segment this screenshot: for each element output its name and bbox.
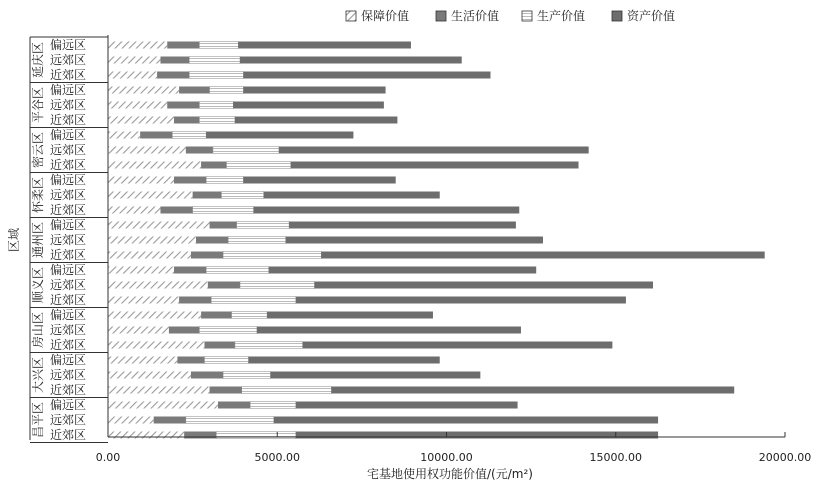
bar-8-1-s2 (186, 417, 274, 424)
bar-5-1-s2 (240, 282, 314, 289)
bar-3-0-s2 (206, 177, 243, 184)
bar-4-2-s3 (321, 252, 764, 259)
bar-5-2-s2 (211, 297, 296, 304)
bar-1-1-s1 (167, 102, 199, 109)
bar-4-0-s1 (210, 222, 237, 229)
legend-label-0: 保障价值 (361, 9, 410, 23)
bar-0-1-s1 (160, 57, 189, 64)
bar-8-1-s3 (274, 417, 658, 424)
bar-6-2-s1 (204, 342, 234, 349)
group-label-5: 顺义区 (31, 266, 45, 304)
bar-4-2-s2 (223, 252, 321, 259)
bar-0-0-s0 (108, 42, 167, 49)
bar-8-1-s1 (154, 417, 186, 424)
category-label-8-1: 远郊区 (49, 413, 87, 427)
category-label-2-1: 远郊区 (49, 143, 87, 157)
bar-2-0-s1 (140, 132, 172, 139)
bar-1-2-s2 (199, 117, 235, 124)
x-tick-label-1: 5000.00 (254, 451, 300, 464)
category-label-0-0: 偏远区 (49, 38, 87, 52)
bar-1-2-s0 (108, 117, 174, 124)
group-label-1: 平谷区 (31, 86, 45, 124)
bar-5-1-s3 (314, 282, 653, 289)
bar-2-0-s0 (108, 132, 140, 139)
bar-3-0-s1 (174, 177, 206, 184)
legend-swatch-3 (612, 11, 622, 21)
bar-5-2-s3 (296, 297, 626, 304)
category-label-7-0: 偏远区 (49, 353, 87, 367)
bar-7-2-s1 (210, 387, 242, 394)
group-label-7: 大兴区 (31, 356, 45, 394)
legend (346, 8, 675, 23)
bar-0-1-s3 (240, 57, 462, 64)
bar-0-2-s2 (189, 72, 243, 79)
bar-8-0-s1 (218, 402, 250, 409)
bar-7-0-s1 (177, 357, 204, 364)
bar-6-0-s2 (232, 312, 268, 319)
category-label-5-2: 近郊区 (49, 293, 87, 307)
x-tick-label-2: 10000.00 (420, 451, 473, 464)
bar-3-2-s3 (254, 207, 520, 214)
bar-7-1-s2 (223, 372, 270, 379)
category-label-2-0: 偏远区 (49, 128, 87, 142)
category-label-1-2: 近郊区 (49, 113, 87, 127)
category-label-4-2: 近郊区 (49, 248, 87, 262)
bar-4-1-s2 (228, 237, 286, 244)
bar-0-0-s2 (199, 42, 238, 49)
bar-2-2-s1 (201, 162, 226, 169)
bar-7-2-s0 (108, 387, 210, 394)
group-label-6: 房山区 (31, 311, 45, 349)
bar-3-1-s3 (264, 192, 440, 199)
bar-2-2-s0 (108, 162, 201, 169)
bar-7-0-s3 (248, 357, 439, 364)
bar-1-2-s3 (235, 117, 397, 124)
bar-0-1-s0 (108, 57, 160, 64)
group-label-0: 延庆区 (31, 41, 45, 79)
category-label-5-0: 偏远区 (49, 263, 87, 277)
bar-1-1-s0 (108, 102, 167, 109)
bar-1-0-s2 (210, 87, 244, 94)
bar-5-0-s1 (174, 267, 206, 274)
bar-7-0-s2 (204, 357, 248, 364)
bar-3-2-s0 (108, 207, 160, 214)
category-label-4-1: 远郊区 (49, 233, 87, 247)
category-label-1-1: 远郊区 (49, 98, 87, 112)
bar-3-2-s1 (160, 207, 192, 214)
bar-2-1-s0 (108, 147, 186, 154)
category-label-3-1: 远郊区 (49, 188, 87, 202)
bar-4-2-s0 (108, 252, 191, 259)
group-label-8: 昌平区 (31, 401, 45, 439)
bar-5-0-s0 (108, 267, 174, 274)
legend-swatch-1 (436, 11, 446, 21)
bar-5-0-s3 (269, 267, 536, 274)
bar-5-2-s0 (108, 297, 179, 304)
bar-3-0-s0 (108, 177, 174, 184)
category-label-6-1: 远郊区 (49, 323, 87, 337)
group-label-4: 通州区 (31, 221, 45, 259)
bar-6-1-s1 (169, 327, 199, 334)
bar-2-0-s3 (206, 132, 353, 139)
legend-swatch-0 (346, 11, 356, 21)
bar-6-1-s0 (108, 327, 169, 334)
bar-0-1-s2 (189, 57, 240, 64)
bar-3-1-s2 (221, 192, 263, 199)
bar-8-0-s2 (250, 402, 296, 409)
legend-label-3: 资产价值 (627, 9, 676, 23)
bar-3-1-s1 (193, 192, 222, 199)
bar-1-1-s3 (233, 102, 384, 109)
bar-8-0-s0 (108, 402, 218, 409)
category-label-1-0: 偏远区 (49, 83, 87, 97)
category-label-4-0: 偏远区 (49, 218, 87, 232)
category-label-8-2: 近郊区 (49, 428, 87, 442)
bar-4-2-s1 (191, 252, 223, 259)
bar-7-2-s2 (242, 387, 332, 394)
category-label-0-1: 远郊区 (49, 53, 87, 67)
bar-6-2-s2 (235, 342, 303, 349)
bar-2-2-s3 (291, 162, 579, 169)
bar-0-2-s3 (243, 72, 490, 79)
x-axis-label: 宅基地使用权功能价值/(元/m²) (367, 467, 533, 481)
y-axis-label: 区域 (7, 227, 21, 253)
category-label-5-1: 远郊区 (49, 278, 87, 292)
bar-6-2-s0 (108, 342, 204, 349)
bar-8-1-s0 (108, 417, 154, 424)
bar-8-0-s3 (296, 402, 518, 409)
x-tick-label-0: 0.00 (95, 451, 121, 464)
bar-2-2-s2 (226, 162, 290, 169)
bar-1-0-s0 (108, 87, 179, 94)
x-tick-label-3: 15000.00 (589, 451, 642, 464)
bar-0-0-s1 (167, 42, 199, 49)
category-label-7-1: 远郊区 (49, 368, 87, 382)
category-label-6-2: 近郊区 (49, 338, 87, 352)
legend-label-2: 生产价值 (537, 9, 586, 23)
bar-6-0-s1 (201, 312, 231, 319)
bars-layer (108, 42, 765, 439)
bar-5-0-s2 (206, 267, 269, 274)
group-label-2: 密云区 (31, 131, 45, 169)
bar-0-2-s1 (157, 72, 189, 79)
category-label-2-2: 近郊区 (49, 158, 87, 172)
bar-4-1-s1 (196, 237, 228, 244)
bar-1-2-s1 (174, 117, 199, 124)
bar-3-2-s2 (193, 207, 254, 214)
bar-4-1-s0 (108, 237, 196, 244)
bar-1-0-s3 (243, 87, 385, 94)
category-label-3-2: 近郊区 (49, 203, 87, 217)
bar-1-1-s2 (199, 102, 233, 109)
bar-7-1-s0 (108, 372, 191, 379)
bar-5-2-s1 (179, 297, 211, 304)
bar-2-1-s3 (279, 147, 589, 154)
category-label-3-0: 偏远区 (49, 173, 87, 187)
bar-6-2-s3 (303, 342, 613, 349)
bar-7-1-s3 (270, 372, 480, 379)
category-label-0-2: 近郊区 (49, 68, 87, 82)
bar-2-1-s1 (186, 147, 213, 154)
bar-6-0-s0 (108, 312, 201, 319)
y-labels (30, 37, 108, 443)
bar-0-2-s0 (108, 72, 157, 79)
legend-swatch-2 (522, 11, 532, 21)
bar-4-0-s0 (108, 222, 210, 229)
bar-6-0-s3 (267, 312, 433, 319)
x-tick-label-4: 20000.00 (758, 451, 812, 464)
bar-2-1-s2 (213, 147, 279, 154)
legend-label-1: 生活价值 (451, 9, 500, 23)
bar-6-1-s3 (257, 327, 521, 334)
bar-4-0-s3 (289, 222, 516, 229)
bar-6-1-s2 (199, 327, 257, 334)
bar-7-0-s0 (108, 357, 177, 364)
bar-3-1-s0 (108, 192, 193, 199)
bar-4-1-s3 (286, 237, 543, 244)
bar-5-1-s1 (208, 282, 240, 289)
bar-7-1-s1 (191, 372, 223, 379)
bar-2-0-s2 (172, 132, 206, 139)
category-label-6-0: 偏远区 (49, 308, 87, 322)
bar-5-1-s0 (108, 282, 208, 289)
category-label-8-0: 偏远区 (49, 398, 87, 412)
bar-1-0-s1 (179, 87, 209, 94)
bar-7-2-s3 (331, 387, 734, 394)
category-label-7-2: 近郊区 (49, 383, 87, 397)
bar-3-0-s3 (243, 177, 395, 184)
bar-0-0-s3 (238, 42, 411, 49)
group-label-3: 怀柔区 (31, 176, 45, 214)
bar-4-0-s2 (237, 222, 289, 229)
